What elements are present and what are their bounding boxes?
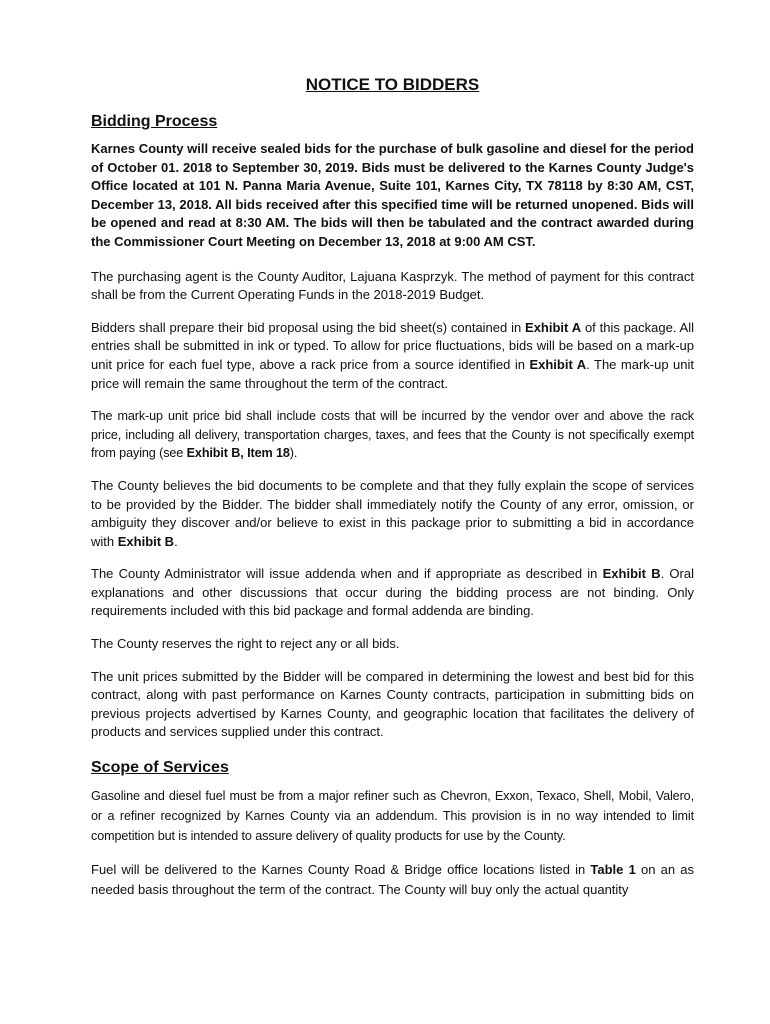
- text-run: The County believes the bid documents to be complete and that they fully explain the scope of services to be provided by the Bidder. The bidder shall immediately notify the County of any error, omission, or ambiguity they discover and/or believe to exist in this package prior to submitting a bid in accordance with: [91, 477, 694, 549]
- text-run: ).: [289, 446, 298, 461]
- exhibit-a-reference: Exhibit A: [529, 356, 587, 372]
- bidding-paragraph-3: [91, 319, 694, 393]
- exhibit-b-reference: Exhibit B: [602, 566, 661, 582]
- bidding-paragraph-1: Karnes County will receive sealed bids for the purchase of bulk gasoline and diesel for the period of October 01. 2018 to September 30, 2019. Bids must be delivered to the Karnes County Judge's Office located at 101 N. Panna Maria Avenue, Suite 101, Karnes City, TX 78118 by 8:30 AM, CST, December 13, 2018. All bids received after this specified time will be returned unopened. Bids will be opened and read at 8:30 AM. The bids will then be tabulated and the contract awarded during the Commissioner Court Meeting on December 13, 2018 at 9:00 AM CST.: [91, 141, 694, 249]
- text-run: The County Administrator will issue addenda when and if appropriate as described in: [91, 566, 603, 582]
- bidding-paragraph-7: The County reserves the right to reject any or all bids.: [91, 636, 400, 652]
- text-run: Fuel will be delivered to the Karnes County Road & Bridge office locations listed in: [91, 862, 591, 878]
- bidding-paragraph-4: [91, 407, 694, 463]
- bidding-process-heading: Bidding Process: [91, 113, 218, 130]
- text-run: on an as needed basis throughout the term of the contract. The County will buy only the actual quantity: [91, 862, 694, 898]
- scope-paragraph-2: [91, 860, 694, 900]
- scope-paragraph-1: Gasoline and diesel fuel must be from a major refiner such as Chevron, Exxon, Texaco, Shell, Mobil, Valero, or a refiner recognized by Karnes County via an addendum. This provision is in no way intended to limit competition but is intended to assure delivery of quality products for use by the County.: [91, 789, 694, 844]
- bidding-paragraph-2: The purchasing agent is the County Auditor, Lajuana Kasprzyk. The method of payment for this contract shall be from the Current Operating Funds in the 2018-2019 Budget.: [91, 268, 694, 303]
- text-run: Bidders shall prepare their bid proposal using the bid sheet(s) contained in: [91, 319, 526, 335]
- exhibit-b-reference: Exhibit B: [117, 533, 175, 549]
- document-page: [91, 74, 694, 900]
- bidding-paragraph-5: [91, 477, 694, 551]
- document-title: NOTICE TO BIDDERS: [305, 75, 480, 94]
- text-run: of this package. All entries shall be submitted in ink or typed. To allow for price fluctuations, bids will be based on a mark-up unit price for each fuel type, above a rack price from a source identified in: [91, 319, 694, 372]
- text-run: . Oral explanations and other discussions that occur during the bidding process are not binding. Only requirements included with this bid package and formal addenda are binding.: [91, 566, 694, 619]
- exhibit-a-reference: Exhibit A: [525, 319, 582, 335]
- text-run: . The mark-up unit price will remain the same throughout the term of the contract.: [91, 356, 694, 391]
- exhibit-b-item-18-reference: Exhibit B, Item 18: [186, 446, 290, 461]
- text-run: .: [174, 533, 178, 549]
- bidding-paragraph-8: The unit prices submitted by the Bidder will be compared in determining the lowest and best bid for this contract, along with past performance on Karnes County contracts, participation in submitting bids on previous projects advertised by Karnes County, and geographic location that facilitates the delivery of products and services supplied under this contract.: [91, 668, 694, 740]
- bidding-paragraph-6: [91, 565, 694, 621]
- table-1-reference: Table 1: [590, 862, 636, 878]
- scope-of-services-heading: Scope of Services: [91, 759, 229, 777]
- text-run: The mark-up unit price bid shall include costs that will be incurred by the vendor over and above the rack price, including all delivery, transportation charges, taxes, and fees that the County is not specifically exempt from paying (see: [91, 409, 694, 461]
